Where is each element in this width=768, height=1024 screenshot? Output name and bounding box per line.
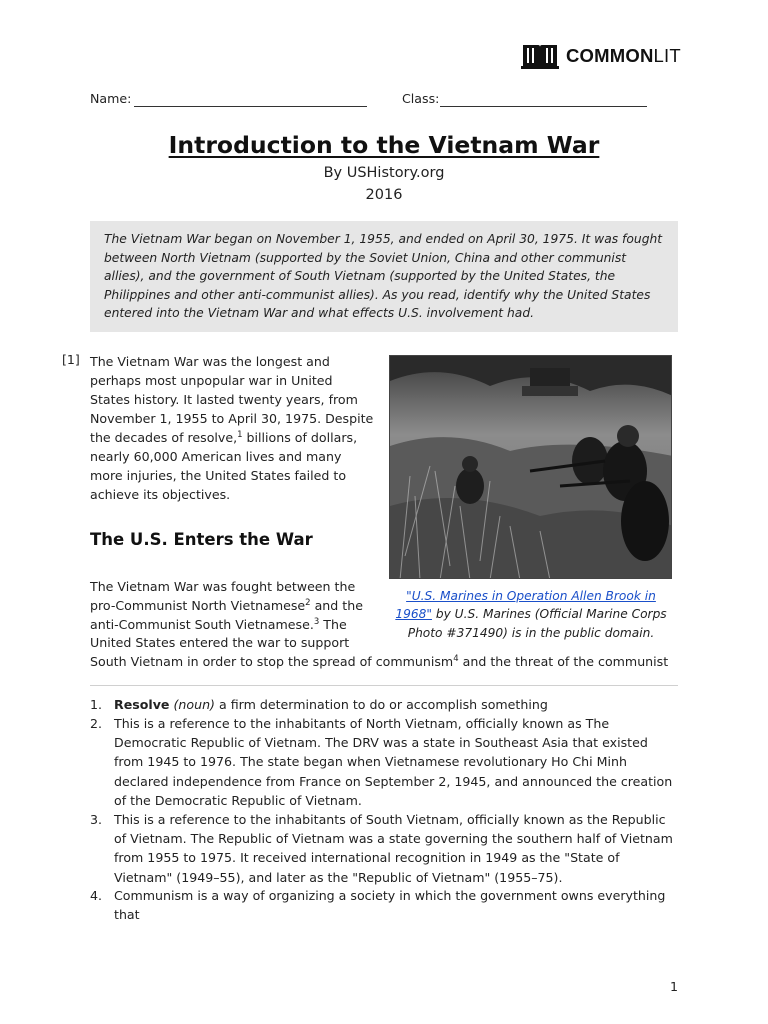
open-book-icon <box>521 42 559 70</box>
footnote-1: 1. Resolve (noun) a firm determination to do or accomplish something <box>90 697 548 712</box>
footnote-2: 2. This is a reference to the inhabitants of North Vietnam, officially known as The Democratic Republic of Vietnam. The DRV was a state in Southeast Asia that existed from 1945 to 1976. The state began when Vietnamese revolutionary Ho Chi Minh declared independence from France on September 2, 1945, and announced the creation of the Democratic Republic of Vietnam. <box>90 716 673 808</box>
footnote-ref-1[interactable]: 1 <box>237 429 243 440</box>
name-label: Name: <box>90 91 132 106</box>
paragraph-2: The Vietnam War was fought between the pro-Communist North Vietnamese$^2$ and the anti-Communist South Vietnamese.$^3$ The United States entered the war to support <box>90 579 363 651</box>
summary-box: The Vietnam War began on November 1, 1955, and ended on April 30, 1975. It was fought between North Vietnam (supported by the Soviet Union, China and other communist allies), and the government of South Vietnam (supported by the United States, the Philippines and other anti-communist allies). As you read, identify why the United States entered into the Vietnam War and what effects U.S. involvement had. <box>90 221 678 332</box>
paragraph-number: [1] <box>62 352 80 367</box>
footnote-divider <box>90 685 678 686</box>
paragraph-1: The Vietnam War was the longest and perhaps most unpopular war in United States history. It lasted twenty years, from November 1, 1955 to April 30, 1975. Despite the decades of resolve,$^1$ billions of dollars, nearly 60,000 American lives and many more injuries, the United States failed to achieve its objectives. <box>90 354 374 502</box>
page-number: 1 <box>670 979 679 994</box>
name-field-line[interactable] <box>134 106 367 107</box>
commonlit-logo <box>521 42 681 70</box>
section-heading: The U.S. Enters the War <box>90 530 313 549</box>
photo-caption: "U.S. Marines in Operation Allen Brook in 1968" by U.S. Marines (Official Marine Corps Photo #371490) is in the public domain. <box>395 589 667 640</box>
footnote-ref-2[interactable]: 2 <box>305 597 311 608</box>
byline: By USHistory.org <box>323 165 445 181</box>
publication-year: 2016 <box>365 187 403 203</box>
footnote-term: Resolve <box>114 697 170 712</box>
paragraph-2-continued: South Vietnam in order to stop the spread of communism$^4$ and the threat of the communist <box>90 653 669 669</box>
footnote-ref-4[interactable]: 4 <box>453 653 459 664</box>
footnote-4: 4. Communism is a way of organizing a society in which the government owns everything that <box>90 888 666 923</box>
footnote-ref-3[interactable]: 3 <box>313 616 320 627</box>
document-title: Introduction to the Vietnam War <box>168 131 600 159</box>
class-label: Class: <box>402 91 440 106</box>
logo-text: COMMONLIT <box>566 45 681 66</box>
marines-photo <box>389 355 672 579</box>
footnote-3: 3. This is a reference to the inhabitants of South Vietnam, officially known as the Republic of Vietnam. The Republic of Vietnam was a state governing the southern half of Vietnam from 1955 to 1975. It received international recognition in 1949 as the "State of Vietnam" (1949–55), and later as the "Republic of Vietnam" (1955–75). <box>90 812 673 885</box>
caption-link[interactable]: "U.S. Marines in Operation Allen Brook in 1968" <box>395 589 656 622</box>
name-class-row <box>90 91 690 111</box>
class-field-line[interactable] <box>440 106 647 107</box>
